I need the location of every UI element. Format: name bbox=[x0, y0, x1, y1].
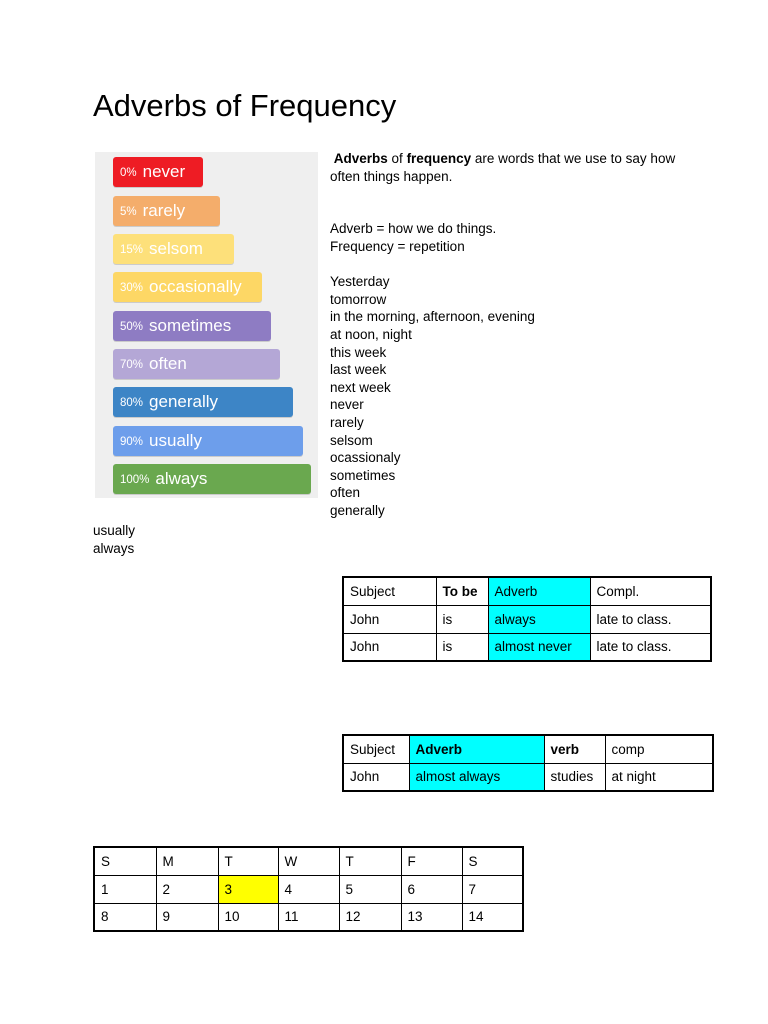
calendar-day-header: S bbox=[94, 847, 156, 875]
table-cell: comp bbox=[605, 735, 713, 763]
freq-word: never bbox=[142, 162, 186, 181]
calendar-day-header: T bbox=[339, 847, 401, 875]
intro-term-adverbs: Adverbs bbox=[333, 151, 388, 166]
freq-bar-never bbox=[113, 157, 203, 187]
table-row bbox=[343, 763, 713, 791]
word-list-item: selsom bbox=[330, 432, 373, 448]
table-header-row bbox=[343, 577, 711, 605]
calendar-date: 4 bbox=[278, 875, 339, 903]
table-cell: is bbox=[436, 633, 488, 661]
table-row bbox=[343, 633, 711, 661]
freq-word: rarely bbox=[142, 201, 186, 220]
calendar-week-row bbox=[94, 903, 523, 931]
explanation-text bbox=[330, 150, 690, 519]
freq-bar-rarely bbox=[113, 196, 220, 226]
table-cell: Compl. bbox=[590, 577, 711, 605]
to-be-adverb-table bbox=[342, 576, 712, 662]
intro-of: of bbox=[387, 151, 407, 166]
table-cell: at night bbox=[605, 763, 713, 791]
freq-pct: 30% bbox=[120, 282, 144, 294]
word-list-continued bbox=[93, 522, 135, 557]
freq-pct: 0% bbox=[120, 167, 137, 179]
word-list-item: at noon, night bbox=[330, 326, 412, 342]
freq-pct: 80% bbox=[120, 397, 144, 409]
table-header-row bbox=[343, 735, 713, 763]
word-list-item: in the morning, afternoon, evening bbox=[330, 309, 535, 325]
word-list-item: rarely bbox=[330, 414, 364, 430]
table-cell: always bbox=[488, 605, 590, 633]
word-list-item: this week bbox=[330, 344, 387, 360]
calendar-date: 1 bbox=[94, 875, 156, 903]
table-cell: studies bbox=[544, 763, 605, 791]
freq-bar-always bbox=[113, 464, 311, 494]
word-list-item: next week bbox=[330, 379, 391, 395]
calendar-table bbox=[93, 846, 524, 932]
calendar-day-header: T bbox=[218, 847, 278, 875]
freq-word: generally bbox=[149, 392, 219, 411]
intro-term-frequency: frequency bbox=[406, 151, 472, 166]
table-cell: Subject bbox=[343, 735, 409, 763]
intro-paragraph bbox=[330, 150, 690, 185]
freq-word: sometimes bbox=[149, 316, 232, 335]
table-cell: Subject bbox=[343, 577, 436, 605]
calendar-date: 2 bbox=[156, 875, 218, 903]
freq-word: usually bbox=[149, 431, 202, 450]
calendar-date: 9 bbox=[156, 903, 218, 931]
table-cell: verb bbox=[544, 735, 605, 763]
adverb-verb-table bbox=[342, 734, 714, 792]
calendar-date: 11 bbox=[278, 903, 339, 931]
word-list-item: last week bbox=[330, 362, 387, 378]
word-list-item: tomorrow bbox=[330, 291, 387, 307]
table-cell: late to class. bbox=[590, 605, 711, 633]
freq-pct: 5% bbox=[120, 206, 137, 218]
table-cell: Adverb bbox=[409, 735, 544, 763]
page-title: Adverbs of Frequency bbox=[93, 88, 397, 123]
freq-word: occasionally bbox=[149, 277, 242, 296]
word-list-item: sometimes bbox=[330, 467, 396, 483]
calendar-date-highlighted: 3 bbox=[218, 875, 278, 903]
freq-bar-occasionally bbox=[113, 272, 262, 302]
freq-pct: 90% bbox=[120, 436, 144, 448]
freq-bar-selsom bbox=[113, 234, 234, 264]
calendar-date: 12 bbox=[339, 903, 401, 931]
calendar-week-row bbox=[94, 875, 523, 903]
table-cell: late to class. bbox=[590, 633, 711, 661]
word-list-item: ocassionaly bbox=[330, 450, 401, 466]
freq-word: often bbox=[149, 354, 187, 373]
table-cell: John bbox=[343, 633, 436, 661]
freq-pct: 70% bbox=[120, 359, 144, 371]
table-cell: almost always bbox=[409, 763, 544, 791]
calendar-date: 6 bbox=[401, 875, 462, 903]
calendar-date: 14 bbox=[462, 903, 523, 931]
table-cell: John bbox=[343, 605, 436, 633]
frequency-scale-graphic bbox=[95, 152, 318, 498]
calendar-day-header: S bbox=[462, 847, 523, 875]
calendar-date: 13 bbox=[401, 903, 462, 931]
word-list-item: Yesterday bbox=[330, 274, 390, 290]
calendar-date: 8 bbox=[94, 903, 156, 931]
calendar-day-header: F bbox=[401, 847, 462, 875]
intro-rest: are words that we use to say how often things happen. bbox=[330, 151, 676, 184]
freq-pct: 100% bbox=[120, 474, 150, 486]
word-list-item: often bbox=[330, 485, 361, 501]
definition-frequency: Frequency = repetition bbox=[330, 238, 465, 254]
table-cell: To be bbox=[436, 577, 488, 605]
word-list-item: generally bbox=[330, 502, 385, 518]
table-cell: Adverb bbox=[488, 577, 590, 605]
word-list-item: never bbox=[330, 397, 364, 413]
calendar-date: 10 bbox=[218, 903, 278, 931]
word-list-item: always bbox=[93, 540, 135, 556]
calendar-day-header: W bbox=[278, 847, 339, 875]
freq-pct: 50% bbox=[120, 321, 144, 333]
calendar-date: 7 bbox=[462, 875, 523, 903]
freq-bar-generally bbox=[113, 387, 293, 417]
freq-word: always bbox=[155, 469, 208, 488]
table-row bbox=[343, 605, 711, 633]
calendar-days-row bbox=[94, 847, 523, 875]
table-cell: almost never bbox=[488, 633, 590, 661]
table-cell: John bbox=[343, 763, 409, 791]
calendar-date: 5 bbox=[339, 875, 401, 903]
freq-bar-often bbox=[113, 349, 280, 379]
definition-adverb: Adverb = how we do things. bbox=[330, 221, 497, 237]
word-list-item: usually bbox=[93, 523, 136, 538]
freq-word: selsom bbox=[149, 239, 203, 258]
table-cell: is bbox=[436, 605, 488, 633]
freq-bar-usually bbox=[113, 426, 303, 456]
freq-pct: 15% bbox=[120, 244, 144, 256]
freq-bar-sometimes bbox=[113, 311, 271, 341]
calendar-day-header: M bbox=[156, 847, 218, 875]
